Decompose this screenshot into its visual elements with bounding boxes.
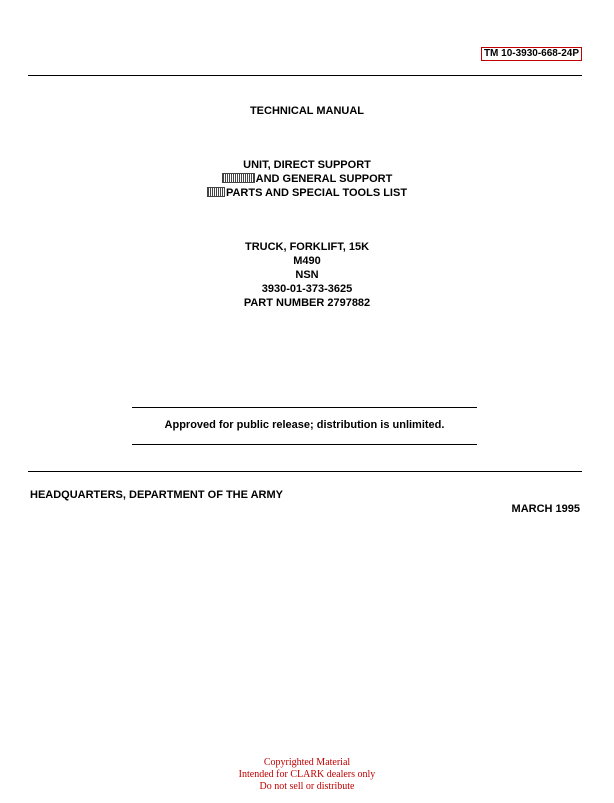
notice-bottom-divider xyxy=(132,444,477,445)
bottom-divider xyxy=(28,471,582,472)
subject-line-3-text: PARTS AND SPECIAL TOOLS LIST xyxy=(225,187,408,199)
equipment-model: M490 xyxy=(293,255,321,267)
equipment-identification xyxy=(0,240,614,310)
nsn-label: NSN xyxy=(295,269,319,281)
publication-date: MARCH 1995 xyxy=(511,503,580,515)
subject-line-2 xyxy=(0,172,614,186)
watermark-line-3: Do not sell or distribute xyxy=(259,781,355,792)
tm-number: TM 10-3930-668-24P xyxy=(481,47,582,61)
distribution-notice: Approved for public release; distribution is unlimited. xyxy=(164,419,445,431)
part-number: PART NUMBER 2797882 xyxy=(243,297,371,309)
manual-title: TECHNICAL MANUAL xyxy=(249,105,365,117)
top-divider xyxy=(28,75,582,76)
change-marker-icon xyxy=(222,173,255,183)
change-marker-icon xyxy=(207,187,225,197)
headquarters: HEADQUARTERS, DEPARTMENT OF THE ARMY xyxy=(30,489,283,501)
manual-subject xyxy=(0,158,614,200)
watermark-line-1: Copyrighted Material xyxy=(263,757,351,768)
notice-top-divider xyxy=(132,407,477,408)
subject-line-3 xyxy=(0,186,614,200)
watermark-line-2: Intended for CLARK dealers only xyxy=(238,769,376,780)
subject-line-2-text: AND GENERAL SUPPORT xyxy=(255,173,393,185)
nsn-value: 3930-01-373-3625 xyxy=(261,283,353,295)
subject-line-1: UNIT, DIRECT SUPPORT xyxy=(243,159,371,171)
copyright-watermark xyxy=(0,757,614,793)
equipment-name: TRUCK, FORKLIFT, 15K xyxy=(244,241,370,253)
